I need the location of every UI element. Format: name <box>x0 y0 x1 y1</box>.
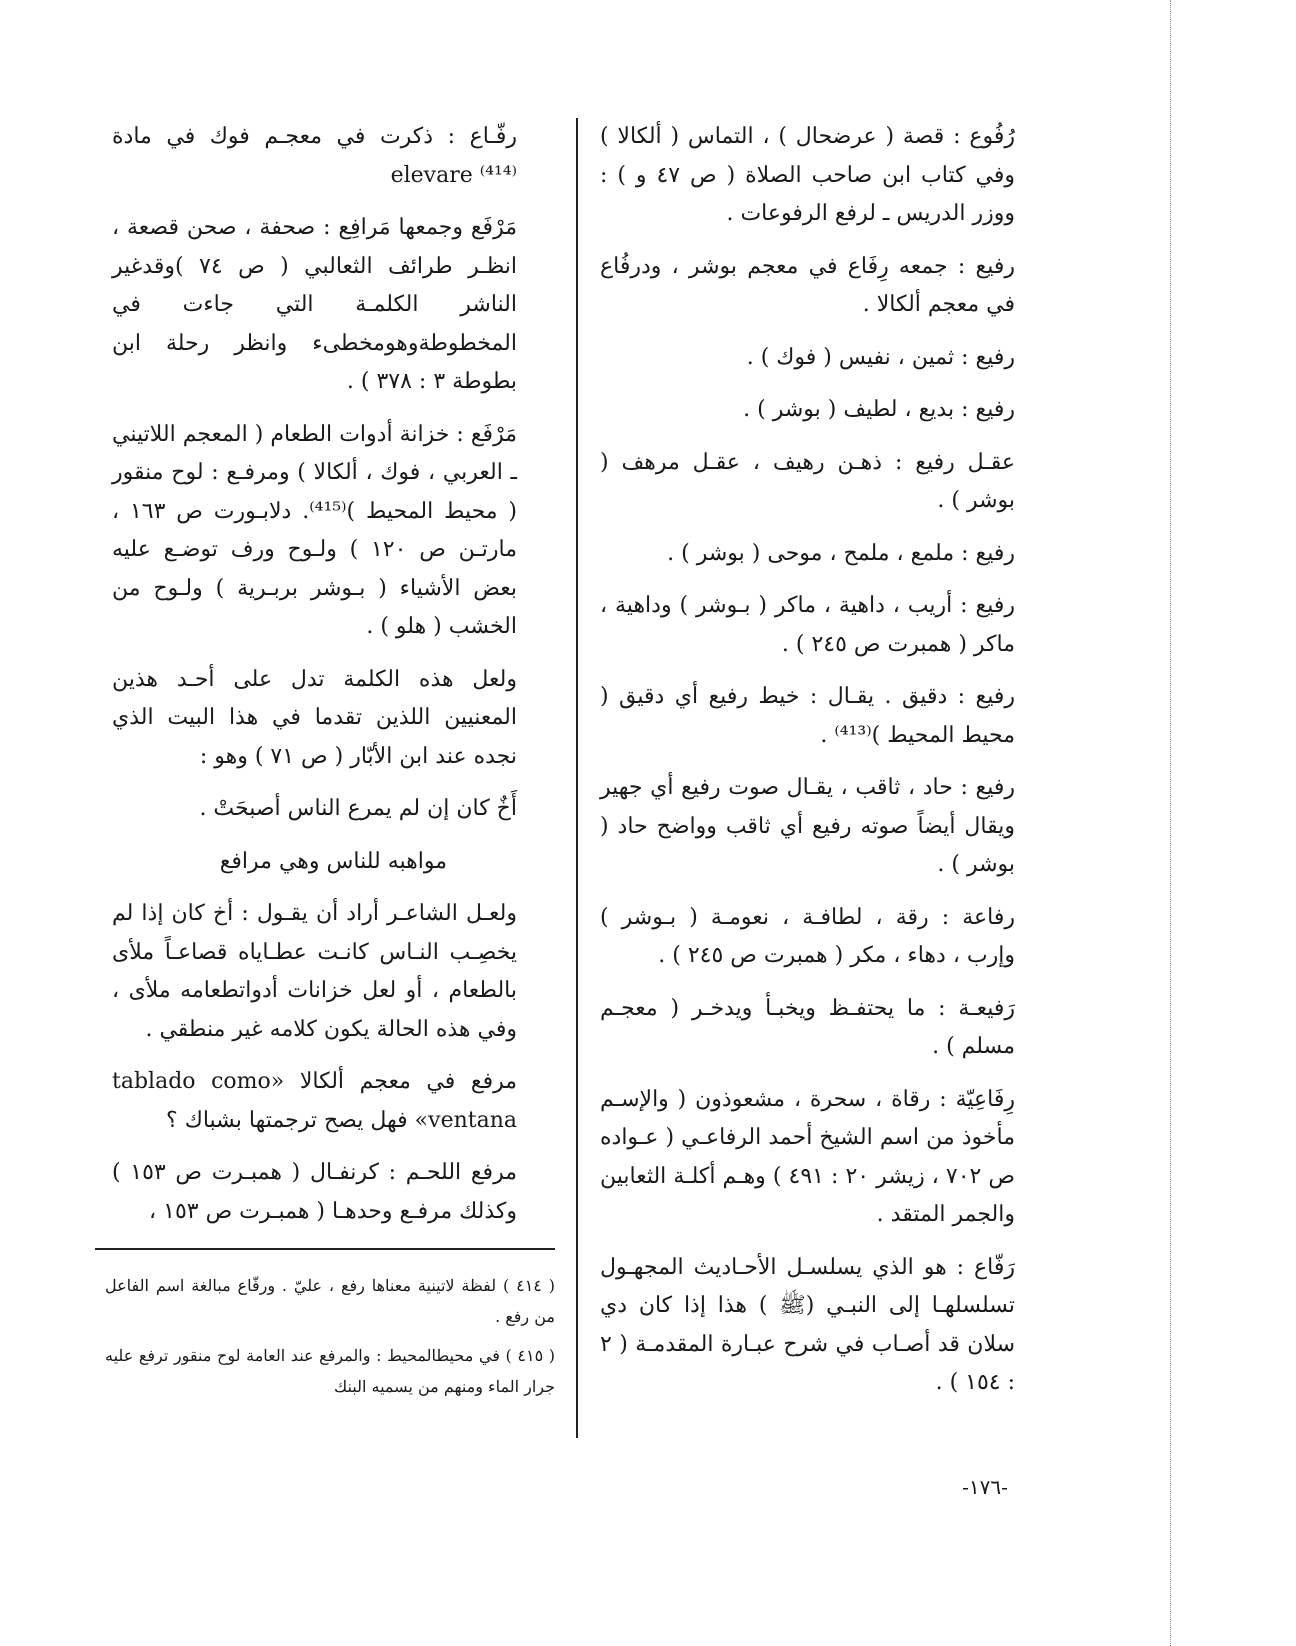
footnote: ( ٤١٤ ) لفظة لاتينية معناها رفع ، عليّ . ورفّاع مبالغة اسم الفاعل من رفع . <box>105 1276 556 1326</box>
entry: ولعـل الشاعـر أراد أن يقـول : أخ كان إذا لم يخصِـب النـاس كانـت عطـاياه قصاعـاً ملأى بالطعام ، أو لعل خزانات أدواتطعامه ملأى ، وفي هذه الحالة يكون كلامه غير منطقي . <box>112 901 517 1042</box>
entry: رِفَاعِيّة : رقاة ، سحرة ، مشعوذون ( والإسـم مأخوذ من اسم الشيخ أحمد الرفاعـي ( عـواده ص ٧٠٢ ، زيشر ٢٠ : ٤٩١ ) وهـم أكلـة الثعابين والجمر المتقد . <box>600 1086 1016 1227</box>
verse-line: مواهبه للناس وهي مرافع <box>219 848 447 874</box>
footnote-rule <box>95 1248 555 1250</box>
entry: رُفُوع : قصة ( عرضحال ) ، التماس ( ألكالا ) وفي كتاب ابن صاحب الصلاة ( ص ٤٧ و ) : ووزر الدريس ـ لرفع الرفوعات . <box>600 124 1015 226</box>
page-number: -١٧٦- <box>962 1475 1008 1499</box>
verse-line: أَخٌ كان إن لم يمرع الناس أصبحَتْ . <box>199 796 517 821</box>
right-column <box>600 118 1015 1417</box>
page-edge-line <box>1170 0 1171 1646</box>
entry: رفيع : ثمين ، نفيس ( فوك ) . <box>746 344 1015 370</box>
entry: مَرْفَع وجمعها مَرافِع : صحفة ، صحن قصعة ، انظـر طرائف الثعالبي ( ص ٧٤ )وقدغير الناشر الكلمـة التي جاءت في المخطوطةوهومخطىء وانظر رحلة ابن بطوطة ٣ : ٣٧٨ ) . <box>112 215 517 394</box>
entry: رفّـاع : ذكرت في معجـم فوك في مادة elevare ⁽⁴¹⁴⁾ <box>112 124 517 188</box>
entry: مرفع اللحـم : كرنفـال ( همبـرت ص ١٥٣ ) وكذلك مرفـع وحدهـا ( همبـرت ص ١٥٣ ، <box>112 1160 517 1224</box>
entry: ولعل هذه الكلمة تدل على أحـد هذين المعنيين اللذين تقدما في هذا البيت الذي نجده عند ابن الأبّار ( ص ٧١ ) وهو : <box>112 666 517 769</box>
entry: مَرْفَع : خزانة أدوات الطعام ( المعجم اللاتيني ـ العربي ، فوك ، ألكالا ) ومرفـع : لوح منقور ( محيط المحيط )⁽⁴¹⁵⁾. دلابـورت ص ١٦٣ ، مارتـن ص ١٢٠ ) ولـوح ورف توضـع عليه بعض الأشياء ( بـوشر بربـرية ) ولـوح من الخشب ( هلو ) . <box>112 421 518 639</box>
entry: رفاعة : رقة ، لطافـة ، نعومـة ( بـوشر ) وإرب ، دهاء ، مكر ( همبرت ص ٢٤٥ ) . <box>600 904 1015 968</box>
entry: رَفيعـة : ما يحتفـظ ويخبـأ ويدخـر ( معجـم مسلم ) . <box>600 995 1015 1059</box>
entry: عقـل رفيع : ذهـن رهيف ، عقـل مرهف ( بوشر ) . <box>600 449 1015 513</box>
entry: رفيع : ملمع ، ملمح ، موحى ( بوشر ) . <box>667 540 1015 566</box>
entry: رفيع : حاد ، ثاقب ، يقـال صوت رفيع أي جهير ويقال أيضاً صوته رفيع أي ثاقب وواضح حاد ( بوشر ) . <box>600 775 1015 877</box>
entry: رفيع : دقيق . يقـال : خيط رفيع أي دقيق ( محيط المحيط )⁽⁴¹³⁾ . <box>600 684 1015 748</box>
left-column <box>112 118 517 1245</box>
entry: رفيع : أريب ، داهية ، ماكر ( بـوشر ) وداهية ، ماكر ( همبرت ص ٢٤٥ ) . <box>600 593 1015 657</box>
footnote: ( ٤١٥ ) في محيطالمحيط : والمرفع عند العامة لوح منقور ترفع عليه جرار الماء ومنهم من يسميه البنك <box>105 1346 556 1396</box>
entry: مرفع في معجم ألكالا «tablado como ventana» فهل يصح ترجمتها بشباك ؟ <box>112 1069 518 1133</box>
entry: رفيع : جمعه رِفَاع في معجم بوشر ، ودرفُاع في معجم ألكالا . <box>600 253 1015 317</box>
entry: رفيع : بديع ، لطيف ( بوشر ) . <box>743 397 1015 422</box>
column-divider <box>576 118 578 1438</box>
entry: رَفّاع : هو الذي يسلسـل الأحـاديث المجهـول تسلسلهـا إلى النبـي (ﷺ ) هذا إذا كان دي سلان قد أصـاب في شرح عبـارة المقدمـة ( ٢ : ١٥٤ ) . <box>600 1254 1015 1395</box>
footnotes <box>105 1270 555 1410</box>
